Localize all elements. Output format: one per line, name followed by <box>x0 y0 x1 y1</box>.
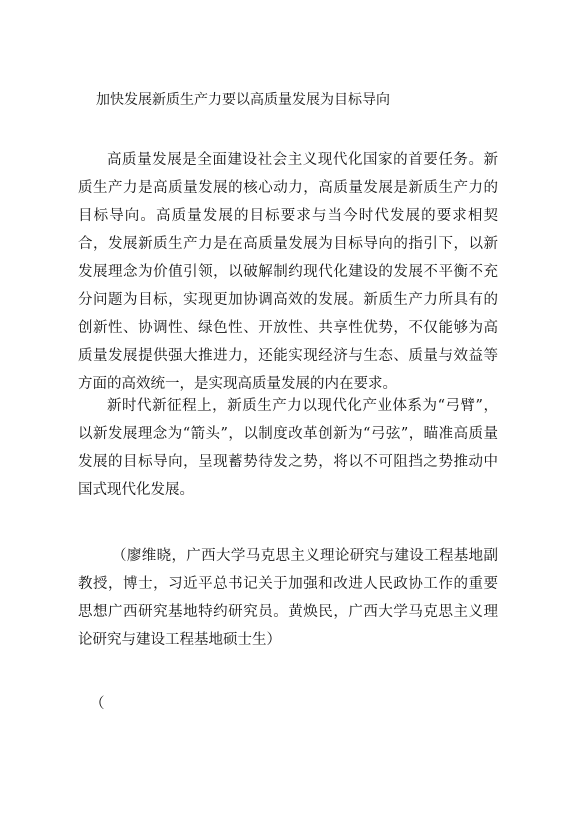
paragraph-body-2: 新时代新征程上，新质生产力以现代化产业体系为“弓臂”，以新发展理念为“箭头”，以制度改革创新为“弓弦”，瞄准高质量发展的目标导向，呈现蓄势待发之势，将以不可阻挡之势推动中国式现代化发展。 <box>78 398 498 498</box>
trailing-parenthesis: （ <box>90 696 105 712</box>
article-title: 加快发展新质生产力要以高质量发展为目标导向 <box>96 92 390 108</box>
paragraph-body-1: 高质量发展是全面建设社会主义现代化国家的首要任务。新质生产力是高质量发展的核心动力，高质量发展是新质生产力的目标导向。高质量发展的目标要求与当今时代发展的要求相契合，发展新质生产力是在高质量发展为目标导向的指引下，以新发展理念为价值引领，以破解制约现代化建设的发展不平衡不充分问题为目标，实现更加协调高效的发展。新质生产力所具有的创新性、协调性、绿色性、开放性、共享性优势，不仅能够为高质量发展提供强大推进力，还能实现经济与生态、质量与效益等方面的高效统一，是实现高质量发展的内在要求。 <box>78 152 498 392</box>
author-note: （廖维晓，广西大学马克思主义理论研究与建设工程基地副教授，博士，习近平总书记关于加强和改进人民政协工作的重要思想广西研究基地特约研究员。黄焕民，广西大学马克思主义理论研究与建设工程基地硕士生） <box>78 548 498 648</box>
